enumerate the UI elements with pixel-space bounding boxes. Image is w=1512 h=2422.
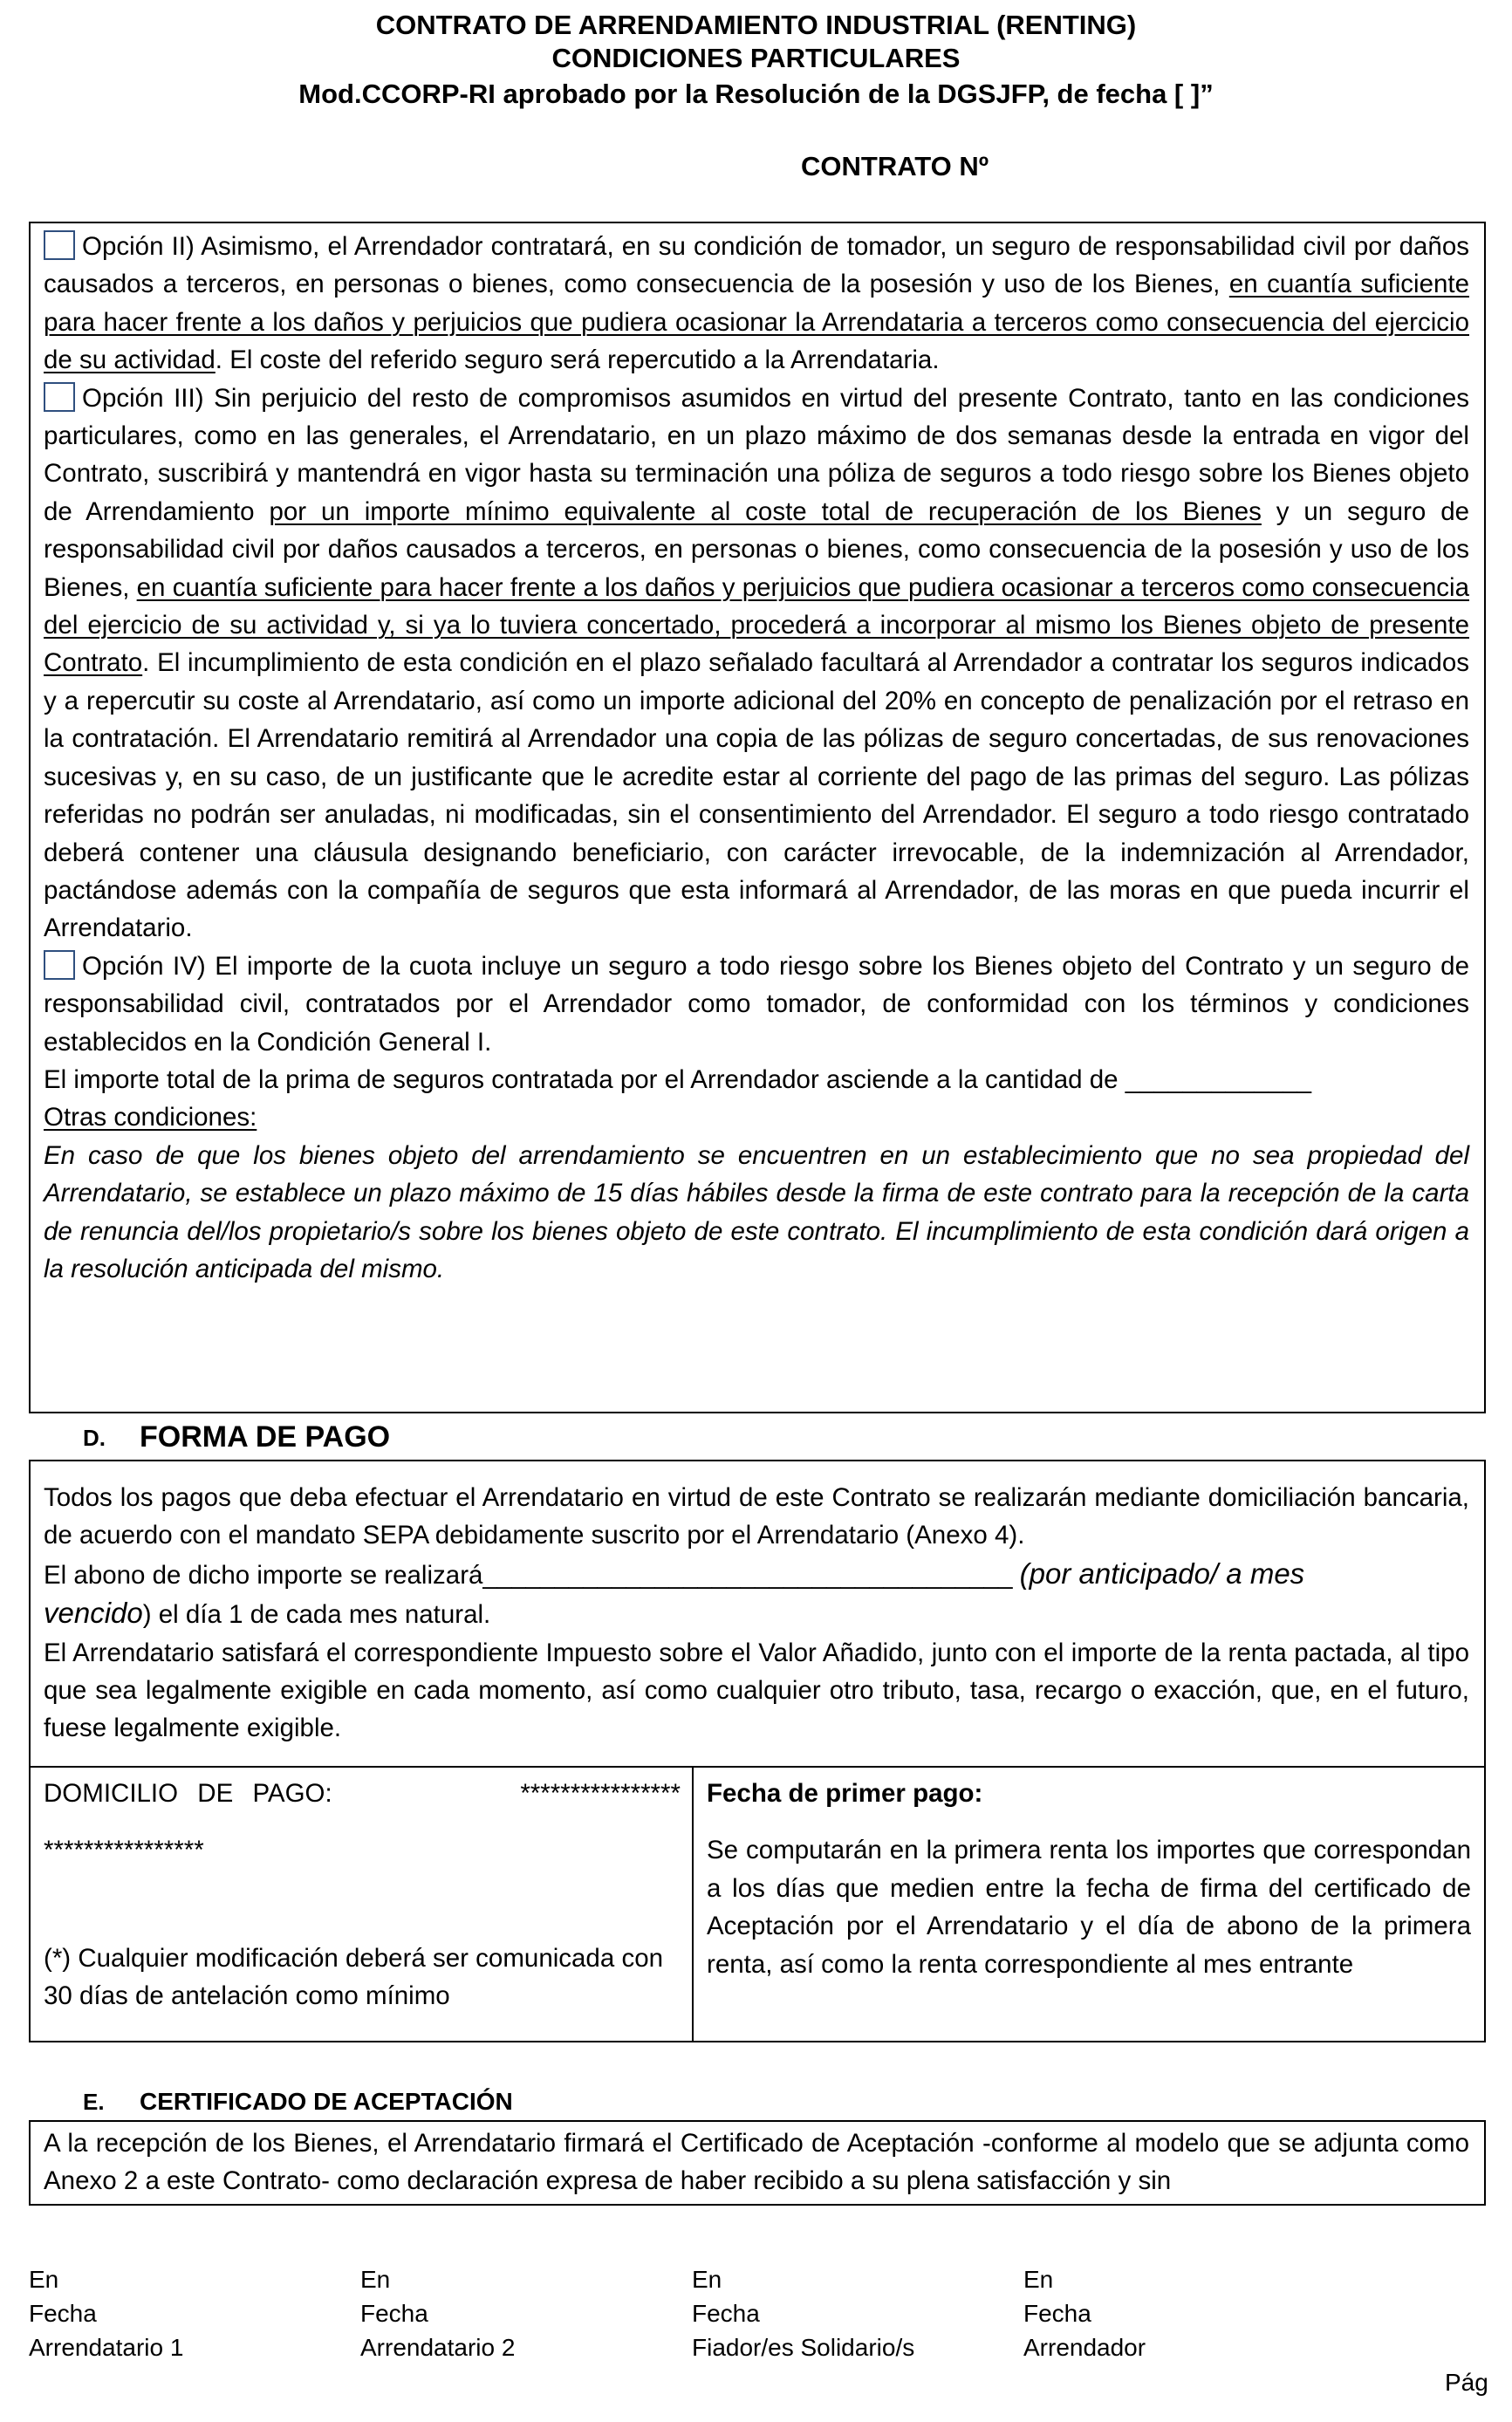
header-subtitle: CONDICIONES PARTICULARES [551, 43, 961, 73]
first-payment-text: Se computarán en la primera renta los importes que correspondan a los días que medien entre la fecha de firma del certificado de Aceptación por el Arrendatario y el día de abono de la primera renta, así como la renta correspondiente al mes entrante [707, 1836, 1471, 1979]
option-3-checkbox[interactable] [44, 382, 75, 412]
signature-date: Fecha [360, 2300, 428, 2327]
payment-text [44, 1479, 1469, 1748]
first-payment-content [707, 1775, 1471, 1983]
payment-address-note: (*) Cualquier modificación deberá ser comunicada con 30 días de antelación como mínimo [44, 1943, 664, 2011]
signature-block-arrendatario-2 [360, 2262, 515, 2364]
section-d-title: FORMA DE PAGO [140, 1420, 391, 1454]
option-3-paragraph: Opción III) Sin perjuicio del resto de compromisos asumidos en virtud del presente Contrato, tanto en las condiciones particulares, como en las generales, el Arrendatario, en un plazo máximo de dos semanas desde la entrada en vigor del Contrato, suscribirá y mantendrá en vigor hasta su terminación una póliza de seguros a todo riesgo sobre los Bienes objeto de Arrendamiento por un importe mínimo equivalente al coste total de recuperación de los Bienes y un seguro de responsabilidad civil por daños causados a terceros, en personas o bienes, como consecuencia de la posesión y uso de los Bienes, en cuantía suficiente para hacer frente a los daños y perjuicios que pudiera ocasionar a terceros como consecuencia del ejercicio de su actividad y, si ya lo tuviera concertado, procederá a incorporar al mismo los Bienes objeto de presente Contrato. El incumplimiento de esta condición en el plazo señalado facultará al Arrendador a contratar los seguros indicados y a repercutir su coste al Arrendatario, así como un importe adicional del 20% en concepto de penalización por el retraso en la contratación. El Arrendatario remitirá al Arrendador una copia de las pólizas de seguro concertadas, de sus renovaciones sucesivas y, en su caso, de un justificante que le acredite estar al corriente del pago de las primas del seguro. Las pólizas referidas no podrán ser anuladas, ni modificadas, sin el consentimiento del Arrendador. El seguro a todo riesgo contratado deberá contener una cláusula designando beneficiario, con carácter irrevocable, de la indemnización al Arrendador, pactándose además con la compañía de seguros que esta informará al Arrendador, de las moras en que pueda incurrir el Arrendatario. [44, 383, 1470, 943]
first-payment-label: Fecha de primer pago: [707, 1779, 983, 1808]
signature-block-fiador [692, 2262, 914, 2364]
option-4-checkbox[interactable] [44, 950, 75, 980]
signature-date: Fecha [692, 2300, 760, 2327]
signature-place: En [1023, 2266, 1054, 2293]
signature-role: Fiador/es Solidario/s [692, 2334, 915, 2361]
payment-address-stars-2: **************** [44, 1836, 204, 1865]
signature-block-arrendador [1023, 2262, 1146, 2364]
section-e-title: CERTIFICADO DE ACEPTACIÓN [140, 2088, 513, 2115]
signature-role: Arrendatario 2 [360, 2334, 516, 2361]
signature-date: Fecha [29, 2300, 97, 2327]
payment-paragraph-1: Todos los pagos que deba efectuar el Arrendatario en virtud de este Contrato se realizarán mediante domiciliación bancaria, de acuerdo con el mandato SEPA debidamente suscrito por el Arrendatario (Anexo 4). [44, 1483, 1469, 1550]
payment-address-content [44, 1775, 681, 2015]
signature-place: En [29, 2266, 59, 2293]
payment-address-label: DOMICILIO DE PAGO: [44, 1779, 332, 1808]
contract-number-label: CONTRATO Nº [801, 151, 989, 181]
section-d-letter: D. [83, 1425, 106, 1451]
signature-place: En [692, 2266, 722, 2293]
payment-paragraph-2: El abono de dicho importe se realizará_____________________________________ (por anticipado/ a mes vencido) el día 1 de cada mes natural. [44, 1557, 1305, 1630]
other-conditions-title: Otras condiciones: [44, 1103, 257, 1132]
acceptance-text: A la recepción de los Bienes, el Arrendatario firmará el Certificado de Aceptación -conforme al modelo que se adjunta como Anexo 2 a este Contrato- como declaración expresa de haber recibido a su plena satisfacción y sin [44, 2129, 1469, 2196]
section-e-letter: E. [83, 2089, 105, 2115]
other-conditions-text: En caso de que los bienes objeto del arrendamiento se encuentren en un establecimiento que no sea propiedad del Arrendatario, se establece un plazo máximo de 15 días hábiles desde la firma de este contrato para la recepción de la carta de renuncia del/los propietario/s sobre los bienes objeto de este contrato. El incumplimiento de esta condición dará origen a la resolución anticipada del mismo. [44, 1140, 1469, 1283]
signature-role: Arrendatario 1 [29, 2334, 184, 2361]
signature-role: Arrendador [1023, 2334, 1146, 2361]
payment-paragraph-3: El Arrendatario satisfará el correspondiente Impuesto sobre el Valor Añadido, junto con el importe de la renta pactada, al tipo que sea legalmente exigible en cada momento, así como cualquier otro tributo, tasa, recargo o exacción, que, en el futuro, fuese legalmente exigible. [44, 1638, 1469, 1743]
insurance-options-text [44, 228, 1469, 1288]
signature-block-arrendatario-1 [29, 2262, 183, 2364]
premium-amount-line: El importe total de la prima de seguros contratada por el Arrendador asciende a la cantidad de _____________ [44, 1064, 1312, 1094]
signature-place: En [360, 2266, 391, 2293]
option-4-paragraph: Opción IV) El importe de la cuota incluye un seguro a todo riesgo sobre los Bienes objeto del Contrato y un seguro de responsabilidad civil, contratados por el Arrendador como tomador, de conformidad con los términos y condiciones establecidos en la Condición General I. [44, 951, 1469, 1057]
option-2-checkbox[interactable] [44, 230, 75, 260]
header-title: CONTRATO DE ARRENDAMIENTO INDUSTRIAL (RENTING) [375, 10, 1137, 40]
header-model: Mod.CCORP-RI aprobado por la Resolución de la DGSJFP, de fecha [ ]” [298, 79, 1214, 109]
page-number-label: Pág [1445, 2369, 1488, 2396]
signature-date: Fecha [1023, 2300, 1091, 2327]
payment-address-stars-1: **************** [520, 1779, 681, 1808]
option-2-paragraph: Opción II) Asimismo, el Arrendador contratará, en su condición de tomador, un seguro de responsabilidad civil por daños causados a terceros, en personas o bienes, como consecuencia de la posesión y uso de los Bienes, en cuantía suficiente para hacer frente a los daños y perjuicios que pudiera ocasionar la Arrendataria a terceros como consecuencia del ejercicio de su actividad. El coste del referido seguro será repercutido a la Arrendataria. [44, 232, 1469, 375]
